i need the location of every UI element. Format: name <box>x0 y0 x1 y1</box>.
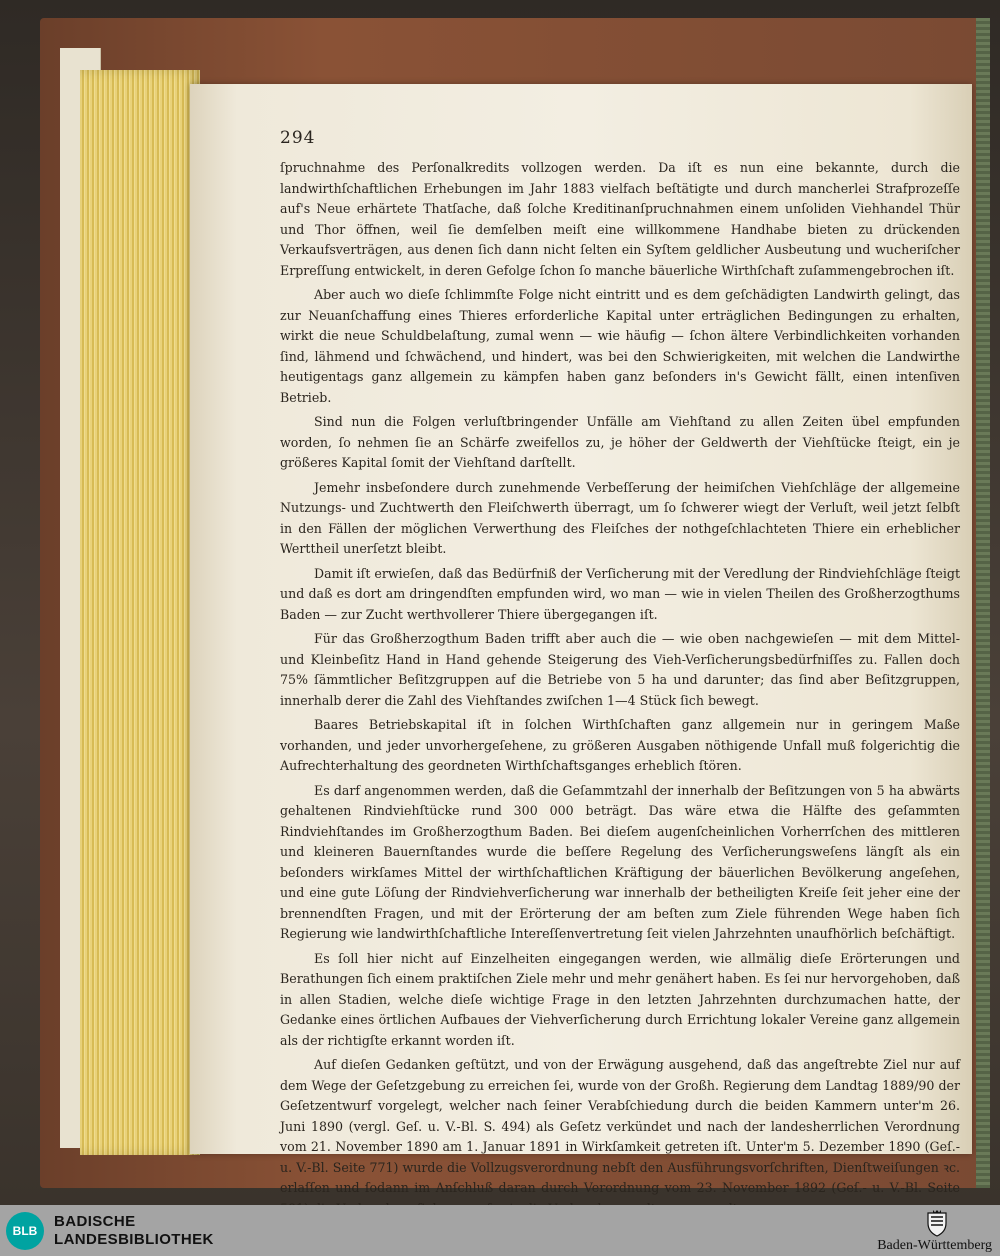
paragraph: Baares Betriebskapital iſt in ſolchen Wirthſchaften ganz allgemein nur in geringem Maße vorhanden, und jeder unvorhergeſehene, zu größeren Ausgaben nöthigende Unfall muß folgerichtig die Aufrechterhaltung des geordneten Wirthſchaftsganges erheblich ſtören. <box>280 717 960 773</box>
paragraph: Es ſoll hier nicht auf Einzelheiten eingegangen werden, wie allmälig dieſe Erörterungen und Berathungen ſich einem praktiſchen Ziele mehr und mehr genähert haben. Es ſei nur hervorgehoben, daß in allen Stadien, welche dieſe wichtige Frage in den letzten Jahrzehnten durchzumachen hatte, der Gedanke eines örtlichen Aufbaues der Viehverſicherung durch Errichtung lokaler Vereine ganz allgemein als der richtigſte erkannt worden iſt. <box>280 950 960 1048</box>
page-edges <box>80 70 200 1155</box>
paragraph: Sind nun die Folgen verluſtbringender Unfälle am Viehſtand zu allen Zeiten übel empfunden worden, ſo nehmen ſie an Schärfe zweifellos zu, je höher der Geldwerth der Viehſtücke ſteigt, ein je größeres Kapital ſomit der Viehſtand darſtellt. <box>280 414 960 470</box>
paragraph: Aber auch wo dieſe ſchlimmſte Folge nicht eintritt und es dem geſchädigten Landwirth gelingt, das zur Neuanſchaffung eines Thieres erforderliche Kapital unter erträglichen Bedingungen zu erhalten, wirkt die neue Schuldbelaſtung, zumal wenn — wie häufig — ſchon ältere Verbindlichkeiten vorhanden ſind, lähmend und ſchwächend, und hindert, was bei den Schwierigkeiten, mit welchen die Landwirthe heutigentags ganz allgemein zu kämpfen haben ganz beſonders in's Gewicht fällt, einen intenſiven Betrieb. <box>280 287 960 405</box>
library-name-line1: BADISCHE <box>54 1213 136 1230</box>
book-page <box>190 84 972 1195</box>
footer-bar <box>0 1205 1000 1256</box>
library-name[interactable] <box>54 1213 214 1249</box>
paragraph: Auf dieſen Gedanken geſtützt, und von der Erwägung ausgehend, daß das angeſtrebte Ziel nur auf dem Wege der Geſetzgebung zu erreichen ſei, wurde von der Großh. Regierung dem Landtag 1889/90 der Geſetzentwurf vorgelegt, welcher nach ſeiner Verabſchiedung durch die beiden Kammern unter'm 26. Juni 1890 (vergl. Geſ. u. V.-Bl. S. 494) als Geſetz verkündet und nach der landesherrlichen Verordnung vom 21. November 1890 am 1. Januar 1891 in Wirkſamkeit getreten iſt. Unter'm 5. Dezember 1890 (Geſ.- u. V.-Bl. Seite 771) wurde die Vollzugsverordnung nebſt den Ausführungsvorſchriften, Dienſtweiſungen ꝛc. erlaſſen und ſodann im Anſchluß daran durch Verordnung vom 23. November 1892 (Geſ.- u. V.-Bl. Seite <box>280 1057 960 1195</box>
page-number: 294 <box>280 128 316 148</box>
paragraph: Für das Großherzogthum Baden trifft aber auch die — wie oben nachgewieſen — mit dem Mittel- und Kleinbeſitz Hand in Hand gehende Steigerung des Vieh-Verſicherungsbedürfniſſes zu. Fallen doch 75% ſämmtlicher Beſitzgruppen auf die Betriebe von 5 ha und darunter; das ſind aber Beſitzgruppen, innerhalb derer die Zahl des Viehſtandes zwiſchen 1—4 Stück ſich bewegt. <box>280 631 960 708</box>
coat-of-arms-icon <box>925 1209 949 1237</box>
paragraph: ſpruchnahme des Perſonalkredits vollzogen werden. Da iſt es nun eine bekannte, durch die landwirthſchaftlichen Erhebungen im Jahr 1883 vielfach beſtätigte und durch mancherlei Strafprozeſſe auf's Neue erhärtete Thatſache, daß ſolche Kreditinanſpruchnahmen einem unſoliden Viehhandel Thür und Thor öffnen, weil ſie demſelben meiſt eine willkommene Handhabe bieten zu drückenden Verkaufsverträgen, aus denen ſich dann nicht ſelten ein Syſtem geldlicher Ausbeutung und wucheriſcher Erpreſſung entwickelt, in deren Gefolge ſchon ſo manche bäuerliche Wirthſchaft zuſammengebrochen iſt. <box>280 160 960 278</box>
paragraph: Damit iſt erwieſen, daß das Bedürfniß der Verſicherung mit der Veredlung der Rindviehſchläge ſteigt und daß es dort am dringendſten empfunden wird, wo man — wie in vielen Theilen des Großherzogthums Baden — zur Zucht werthvollerer Thiere übergegangen iſt. <box>280 565 961 622</box>
library-name-line2: LANDESBIBLIOTHEK <box>54 1231 214 1248</box>
page-text <box>280 158 960 1223</box>
state-name: Baden-Württemberg <box>877 1238 992 1253</box>
book-cover-edge <box>976 18 990 1188</box>
blb-logo[interactable]: BLB <box>6 1212 44 1250</box>
paragraph: Es darf angenommen werden, daß die Geſammtzahl der innerhalb der Beſitzungen von 5 ha abwärts gehaltenen Rindviehſtücke rund 300 000 beträgt. Das wäre etwa die Hälfte des geſammten Rindviehſtandes im Großherzogthum Baden. Bei dieſem augenſcheinlichen Vorherrſchen des mittleren und kleineren Bauernſtandes wurde die beſſere Regelung des Verſicherungsweſens längſt als ein beſonders wirkſames Mittel der wirthſchaftlichen Kräftigung der bäuerlichen Bevölkerung angeſehen, und eine gute Löſung der Rindviehverſicherung war innerhalb der betheiligten Kreiſe ſeit jeher eine der brennendſten Fragen, und mit der Erörterung der am beſten zum Ziele führenden Wege haben ſich Regierung wie landwirthſchaftliche Intereſſenvertretung ſeit vielen Jahrzehnten unaufhörlich beſchäftigt. <box>280 782 960 941</box>
paragraph: Jemehr insbeſondere durch zunehmende Verbeſſerung der heimiſchen Viehſchläge der allgemeine Nutzungs- und Zuchtwerth den Fleiſchwerth überragt, um ſo ſchwerer wiegt der Verluſt, weil jetzt ſelbſt in den Fällen der möglichen Verwerthung des Fleiſches der nothgeſchlachteten Thiere ein erheblicher Werttheil unerſetzt bleibt. <box>280 479 960 556</box>
